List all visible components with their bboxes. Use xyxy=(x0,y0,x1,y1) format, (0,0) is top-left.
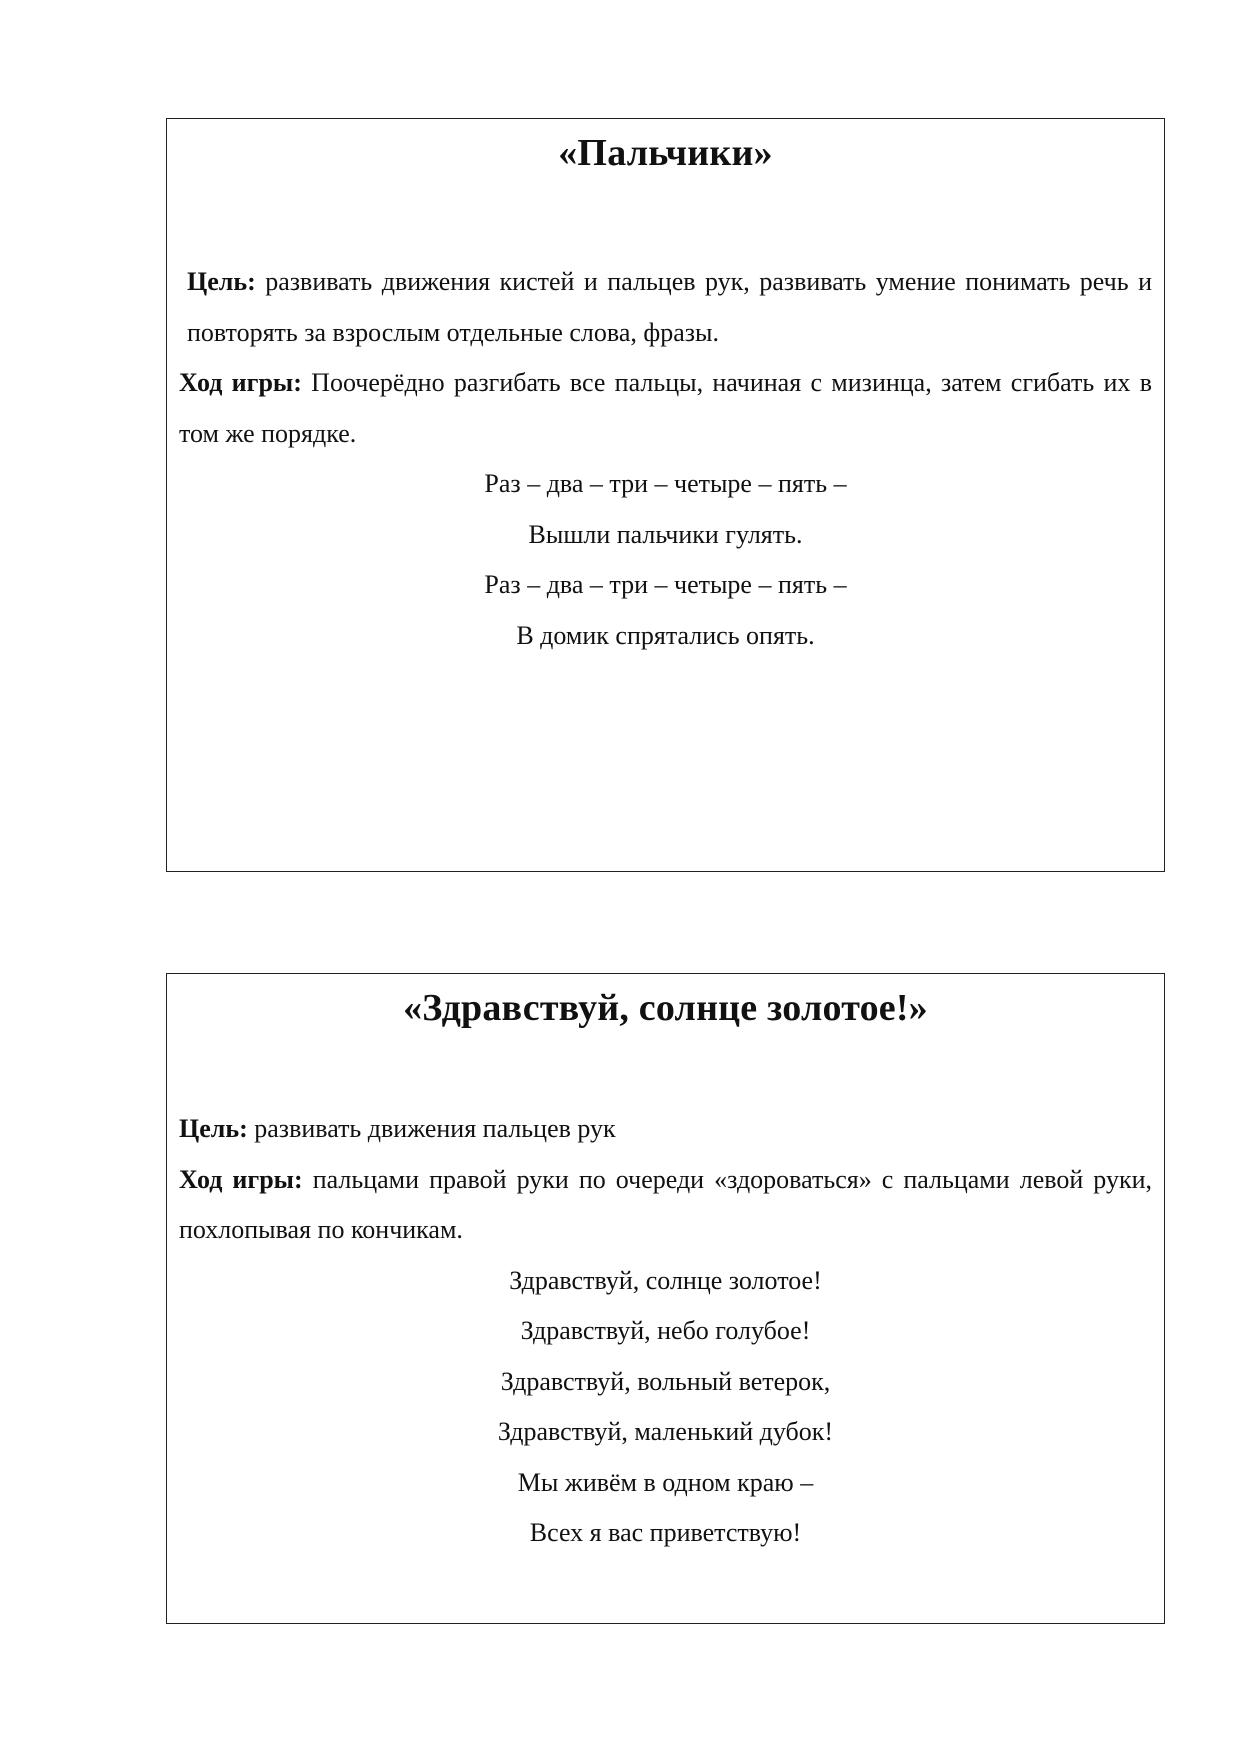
verse-line: Раз – два – три – четыре – пять – xyxy=(484,570,847,599)
verse-line: Всех я вас приветствую! xyxy=(529,1518,802,1547)
card-title: «Пальчики» xyxy=(558,132,773,174)
goal-paragraph xyxy=(179,257,1152,358)
verse-line: Здравствуй, вольный ветерок, xyxy=(500,1366,831,1396)
goal-text: развивать движения пальцев рук xyxy=(247,1114,616,1143)
verse-line: Здравствуй, маленький дубок! xyxy=(497,1417,834,1446)
verse-line: Вышли пальчики гулять. xyxy=(528,519,803,549)
verse-line: В домик спрятались опять. xyxy=(516,620,815,650)
course-label: Ход игры: xyxy=(179,368,302,397)
course-label: Ход игры: xyxy=(179,1164,303,1194)
card-body xyxy=(179,1104,1152,1559)
course-text: Поочерёдно разгибать все пальцы, начиная с мизинца, затем сгибать их в том же порядке. xyxy=(179,368,1153,448)
goal-label: Цель: xyxy=(179,1114,248,1143)
game-card-zdravstvuy-solntse xyxy=(166,973,1165,1624)
goal-paragraph xyxy=(179,1104,1152,1155)
verse-line: Мы живём в одном краю – xyxy=(517,1467,814,1497)
game-card-palchiki xyxy=(166,118,1165,872)
verse-line: Раз – два – три – четыре – пять – xyxy=(484,469,847,498)
verse-line: Здравствуй, солнце золотое! xyxy=(509,1265,822,1295)
goal-text: развивать движения кистей и пальцев рук, развивать умение понимать речь и повторять за взрослым отдельные слова, фразы. xyxy=(187,267,1152,347)
card-body xyxy=(179,257,1152,661)
course-text: пальцами правой руки по очереди «здороваться» с пальцами левой руки, похлопывая по кончикам. xyxy=(179,1164,1152,1244)
verse-line: Здравствуй, небо голубое! xyxy=(520,1316,811,1345)
card-title: «Здравствуй, солнце золотое!» xyxy=(403,987,928,1029)
course-paragraph xyxy=(179,1155,1152,1256)
goal-label: Цель: xyxy=(187,267,256,296)
course-paragraph xyxy=(179,358,1152,459)
